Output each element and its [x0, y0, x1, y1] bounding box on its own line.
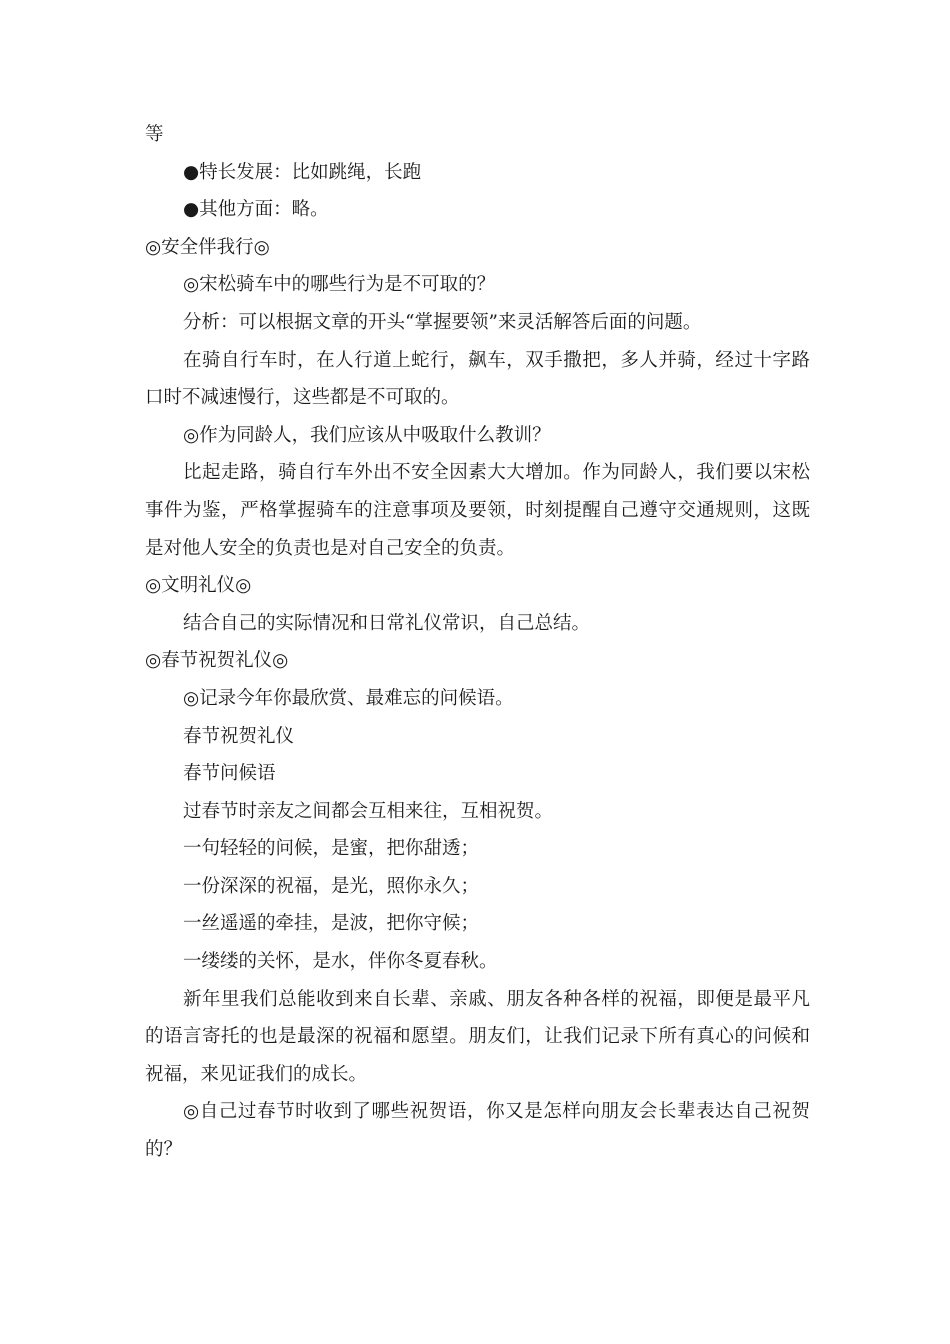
question-lessons: ◎作为同龄人，我们应该从中吸取什么教训？ — [183, 424, 551, 446]
poem-line-2: 一份深深的祝福，是光，照你永久； — [183, 875, 480, 897]
answer-lessons: 比起走路，骑自行车外出不安全因素大大增加。作为同龄人，我们要以宋松事件为鉴，严格掌握骑车的注意事项及要领，时刻提醒自己遵守交通规则，这既是对他人安全的负责也是对自己安全的负责。 — [145, 462, 810, 559]
poem-line-1: 一句轻轻的问候，是蜜，把你甜透； — [183, 838, 480, 860]
paragraph-continuation: 等 — [145, 124, 164, 145]
new-year-paragraph: 新年里我们总能收到来自长辈、亲戚、朋友各种各样的祝福，即便是最平凡的语言寄托的也是最深的祝福和愿望。朋友们，让我们记录下所有真心的问候和祝福，来见证我们的成长。 — [145, 988, 810, 1085]
section-heading-safety: ◎安全伴我行◎ — [145, 236, 270, 258]
subheading-greetings: 春节问候语 — [183, 763, 276, 785]
document-body — [145, 116, 810, 1169]
bullet-talent-development: ●特长发展：比如跳绳，长跑 — [183, 161, 422, 183]
poem-line-4: 一缕缕的关怀，是水，伴你冬夏春秋。 — [183, 951, 498, 973]
section-heading-etiquette: ◎文明礼仪◎ — [145, 575, 252, 597]
etiquette-paragraph: 结合自己的实际情况和日常礼仪常识，自己总结。 — [183, 612, 591, 634]
bullet-other-aspects: ●其他方面：略。 — [183, 199, 329, 221]
poem-line-3: 一丝遥遥的牵挂，是波，把你守候； — [183, 913, 480, 935]
question-received-greetings: ◎自己过春节时收到了哪些祝贺语，你又是怎样向朋友会长辈表达自己祝贺的？ — [145, 1101, 810, 1161]
answer-unsafe-behaviors: 在骑自行车时，在人行道上蛇行，飙车，双手撒把，多人并骑，经过十字路口时不减速慢行，这些都是不可取的。 — [145, 349, 810, 409]
question-greetings: ◎记录今年你最欣赏、最难忘的问候语。 — [183, 687, 514, 709]
section-heading-spring-festival: ◎春节祝贺礼仪◎ — [145, 650, 289, 672]
question-unsafe-behaviors: ◎宋松骑车中的哪些行为是不可取的？ — [183, 274, 496, 296]
subheading-spring-festival-etiquette: 春节祝贺礼仪 — [183, 725, 295, 747]
analysis-paragraph: 分析：可以根据文章的开头“掌握要领”来灵活解答后面的问题。 — [183, 311, 702, 333]
greetings-intro: 过春节时亲友之间都会互相来往，互相祝贺。 — [183, 800, 554, 822]
